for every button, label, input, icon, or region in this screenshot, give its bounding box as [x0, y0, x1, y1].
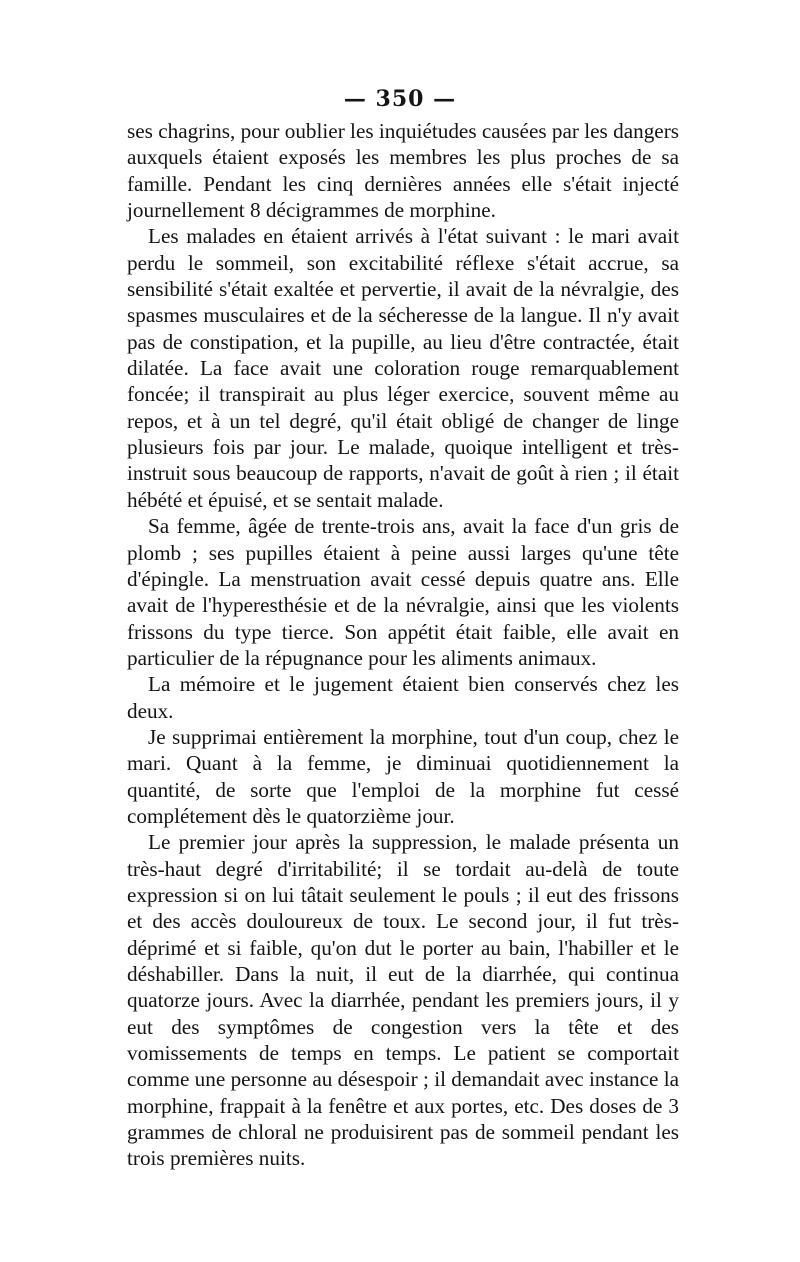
- paragraph-continuation: ses chagrins, pour oublier les inquiétudes causées par les dangers auxquels étaient exposés les membres les plus proches de sa famille. Pendant les cinq dernières années elle s'était injecté journellement 8 décigrammes de morphine.: [127, 119, 679, 223]
- paragraph-first-day: Le premier jour après la suppression, le malade présenta un très-haut degré d'irritabilité; il se tordait au-delà de toute expression si on lui tâtait seulement le pouls ; il eut des frissons et des accès douloureux de toux. Le second jour, il fut très-déprimé et si faible, qu'on dut le porter au bain, l'habiller et le déshabiller. Dans la nuit, il eut de la diarrhée, qui continua quatorze jours. Avec la diarrhée, pendant les premiers jours, il y eut des symptômes de congestion vers la tête et des vomissements de temps en temps. Le patient se comportait comme une personne au désespoir ; il demandait avec instance la morphine, frappait à la fenêtre et aux portes, etc. Des doses de 3 grammes de chloral ne produisirent pas de sommeil pendant les trois premières nuits.: [127, 830, 679, 1171]
- paragraph-patients-state: Les malades en étaient arrivés à l'état suivant : le mari avait perdu le sommeil, son excitabilité réflexe s'était accrue, sa sensibilité s'était exaltée et pervertie, il avait de la névralgie, des spasmes musculaires et de la sécheresse de la langue. Il n'y avait pas de constipation, et la pupille, au lieu d'être contractée, était dilatée. La face avait une coloration rouge remarquablement foncée; il transpirait au plus léger exercice, souvent même au repos, et à un tel degré, qu'il était obligé de changer de linge plusieurs fois par jour. Le malade, quoique intelligent et très-instruit sous beaucoup de rapports, n'avait de goût à rien ; il était hébété et épuisé, et se sentait malade.: [127, 224, 679, 512]
- page-number: — 350 —: [343, 86, 457, 112]
- paragraph-suppression: Je supprimai entièrement la morphine, tout d'un coup, chez le mari. Quant à la femme, je diminuai quotidiennement la quantité, de sorte que l'emploi de la morphine fut cessé complétement dès le quatorzième jour.: [127, 724, 679, 828]
- paragraph-memory: La mémoire et le jugement étaient bien conservés chez les deux.: [127, 672, 679, 723]
- body-text: [127, 118, 679, 1172]
- paragraph-wife: Sa femme, âgée de trente-trois ans, avait la face d'un gris de plomb ; ses pupilles étaient à peine aussi larges qu'une tête d'épingle. La menstruation avait cessé depuis quatre ans. Elle avait de l'hyperesthésie et de la névralgie, ainsi que les violents frissons du type tierce. Son appétit était faible, elle avait en particulier de la répugnance pour les aliments animaux.: [127, 514, 679, 670]
